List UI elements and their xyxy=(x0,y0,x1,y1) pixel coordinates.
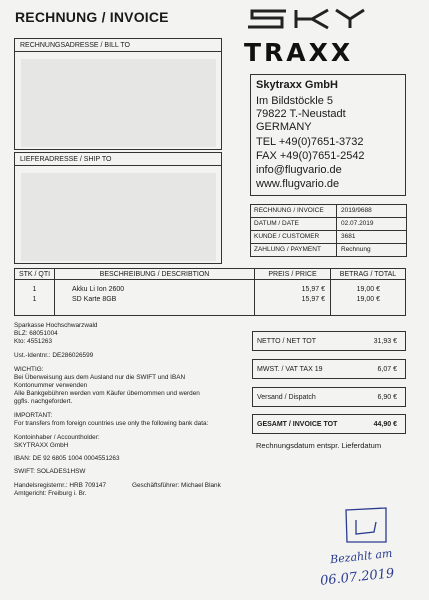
notice-line: Bei Überweisung aus dem Ausland nur die SWIFT und IBAN xyxy=(14,374,186,381)
notice-line: ggfls. nachgefordert. xyxy=(14,398,73,405)
invoice-date-note: Rechnungsdatum entspr. Lieferdatum xyxy=(256,441,382,450)
col-header-description: BESCHREIBUNG / DESCRIBTION xyxy=(55,269,255,279)
info-key: DATUM / DATE xyxy=(251,218,337,230)
paid-stamp-icon xyxy=(344,506,388,544)
item-total: 19,00 € xyxy=(356,286,380,293)
bill-to-label: RECHNUNGSADRESSE / BILL TO xyxy=(20,42,130,49)
skytraxx-logo-sky xyxy=(246,8,396,30)
notice-line: Kontonummer verwenden xyxy=(14,382,88,389)
item-price: 15,97 € xyxy=(301,296,325,303)
company-country: GERMANY xyxy=(256,121,312,133)
handwritten-paid-date: 06.07.2019 xyxy=(319,566,396,589)
important-title: IMPORTANT: xyxy=(14,412,53,419)
holder-name: SKYTRAXX GmbH xyxy=(14,442,69,449)
vat-value: 6,07 € xyxy=(377,366,397,373)
ship-to-redacted xyxy=(21,173,216,261)
invoice-total-box xyxy=(252,414,406,434)
info-value: 3681 xyxy=(341,233,356,240)
skytraxx-logo-traxx: TRAXX xyxy=(244,38,354,67)
bank-kto: Kto: 4551263 xyxy=(14,338,53,345)
info-value: Rechnung xyxy=(341,246,371,253)
bill-to-box xyxy=(14,38,222,150)
court: Amtgericht: Freiburg i. Br. xyxy=(14,490,87,497)
company-city: 79822 T.-Neustadt xyxy=(256,108,346,120)
handwritten-paid-label: Bezahlt am xyxy=(329,546,393,567)
invoice-info-table xyxy=(250,204,407,257)
item-qty: 1 xyxy=(32,296,37,303)
info-value: 02.07.2019 xyxy=(341,220,374,227)
info-row xyxy=(251,231,406,244)
holder-label: Kontoinhaber / Accountholder: xyxy=(14,434,100,441)
col-header-total: BETRAG / TOTAL xyxy=(339,271,397,278)
company-street: Im Bildstöckle 5 xyxy=(256,95,334,107)
company-fax: FAX +49(0)7651-2542 xyxy=(256,150,365,162)
info-value: 2019/9688 xyxy=(341,207,372,214)
company-web: www.flugvario.de xyxy=(256,178,340,190)
info-key: ZAHLUNG / PAYMENT xyxy=(251,244,337,256)
item-price: 15,97 € xyxy=(301,286,325,293)
ship-to-box xyxy=(14,152,222,264)
vat-id: Ust.-Identnr.: DE286026599 xyxy=(14,352,94,359)
ceo: Geschäftsführer: Michael Blank xyxy=(132,482,221,489)
dispatch-box xyxy=(252,387,406,407)
bank-blz: BLZ: 68051004 xyxy=(14,330,58,337)
important-text: For transfers from foreign countries use only the following bank data: xyxy=(14,420,209,427)
company-email: info@flugvario.de xyxy=(256,164,342,176)
ship-to-label: LIEFERADRESSE / SHIP TO xyxy=(20,156,112,163)
item-description: Akku Li Ion 2600 xyxy=(72,286,125,293)
invoice-title: RECHNUNG / INVOICE xyxy=(15,9,169,25)
item-qty: 1 xyxy=(32,286,37,293)
items-table-header xyxy=(14,268,406,280)
net-total-value: 31,93 € xyxy=(373,338,397,345)
invoice-total-value: 44,90 € xyxy=(373,421,397,428)
notice-line: Alle Bankgebühren werden vom Käufer übernommen und werden xyxy=(14,390,200,397)
net-total-label: NETTO / NET TOT xyxy=(257,338,316,345)
net-total-box xyxy=(252,331,406,351)
info-key: RECHNUNG / INVOICE xyxy=(251,205,337,217)
info-row xyxy=(251,218,406,231)
company-tel: TEL +49(0)7651-3732 xyxy=(256,136,364,148)
info-row xyxy=(251,244,406,256)
invoice-total-label: GESAMT / INVOICE TOT xyxy=(257,421,338,428)
info-row xyxy=(251,205,406,218)
col-header-qty: STK / QTI xyxy=(15,269,55,279)
bill-to-redacted xyxy=(21,59,216,147)
company-name: Skytraxx GmbH xyxy=(256,79,338,91)
vat-box xyxy=(252,359,406,379)
vat-label: MWST. / VAT TAX 19 xyxy=(257,366,323,373)
bank-name: Sparkasse Hochschwarzwald xyxy=(14,322,98,329)
item-total: 19,00 € xyxy=(356,296,380,303)
iban: IBAN: DE 92 6805 1004 0004551263 xyxy=(14,455,120,462)
bank-info xyxy=(14,322,246,498)
register-number: Handelsregisternr.: HRB 709147 xyxy=(14,482,107,489)
items-table-body xyxy=(14,280,406,316)
notice-title: WICHTIG: xyxy=(14,366,44,373)
item-description: SD Karte 8GB xyxy=(72,296,117,303)
info-key: KUNDE / CUSTOMER xyxy=(251,231,337,243)
dispatch-label: Versand / Dispatch xyxy=(257,394,316,401)
swift: SWIFT: SOLADES1HSW xyxy=(14,468,86,475)
dispatch-value: 6,90 € xyxy=(377,394,397,401)
col-header-price: PREIS / PRICE xyxy=(255,269,331,279)
